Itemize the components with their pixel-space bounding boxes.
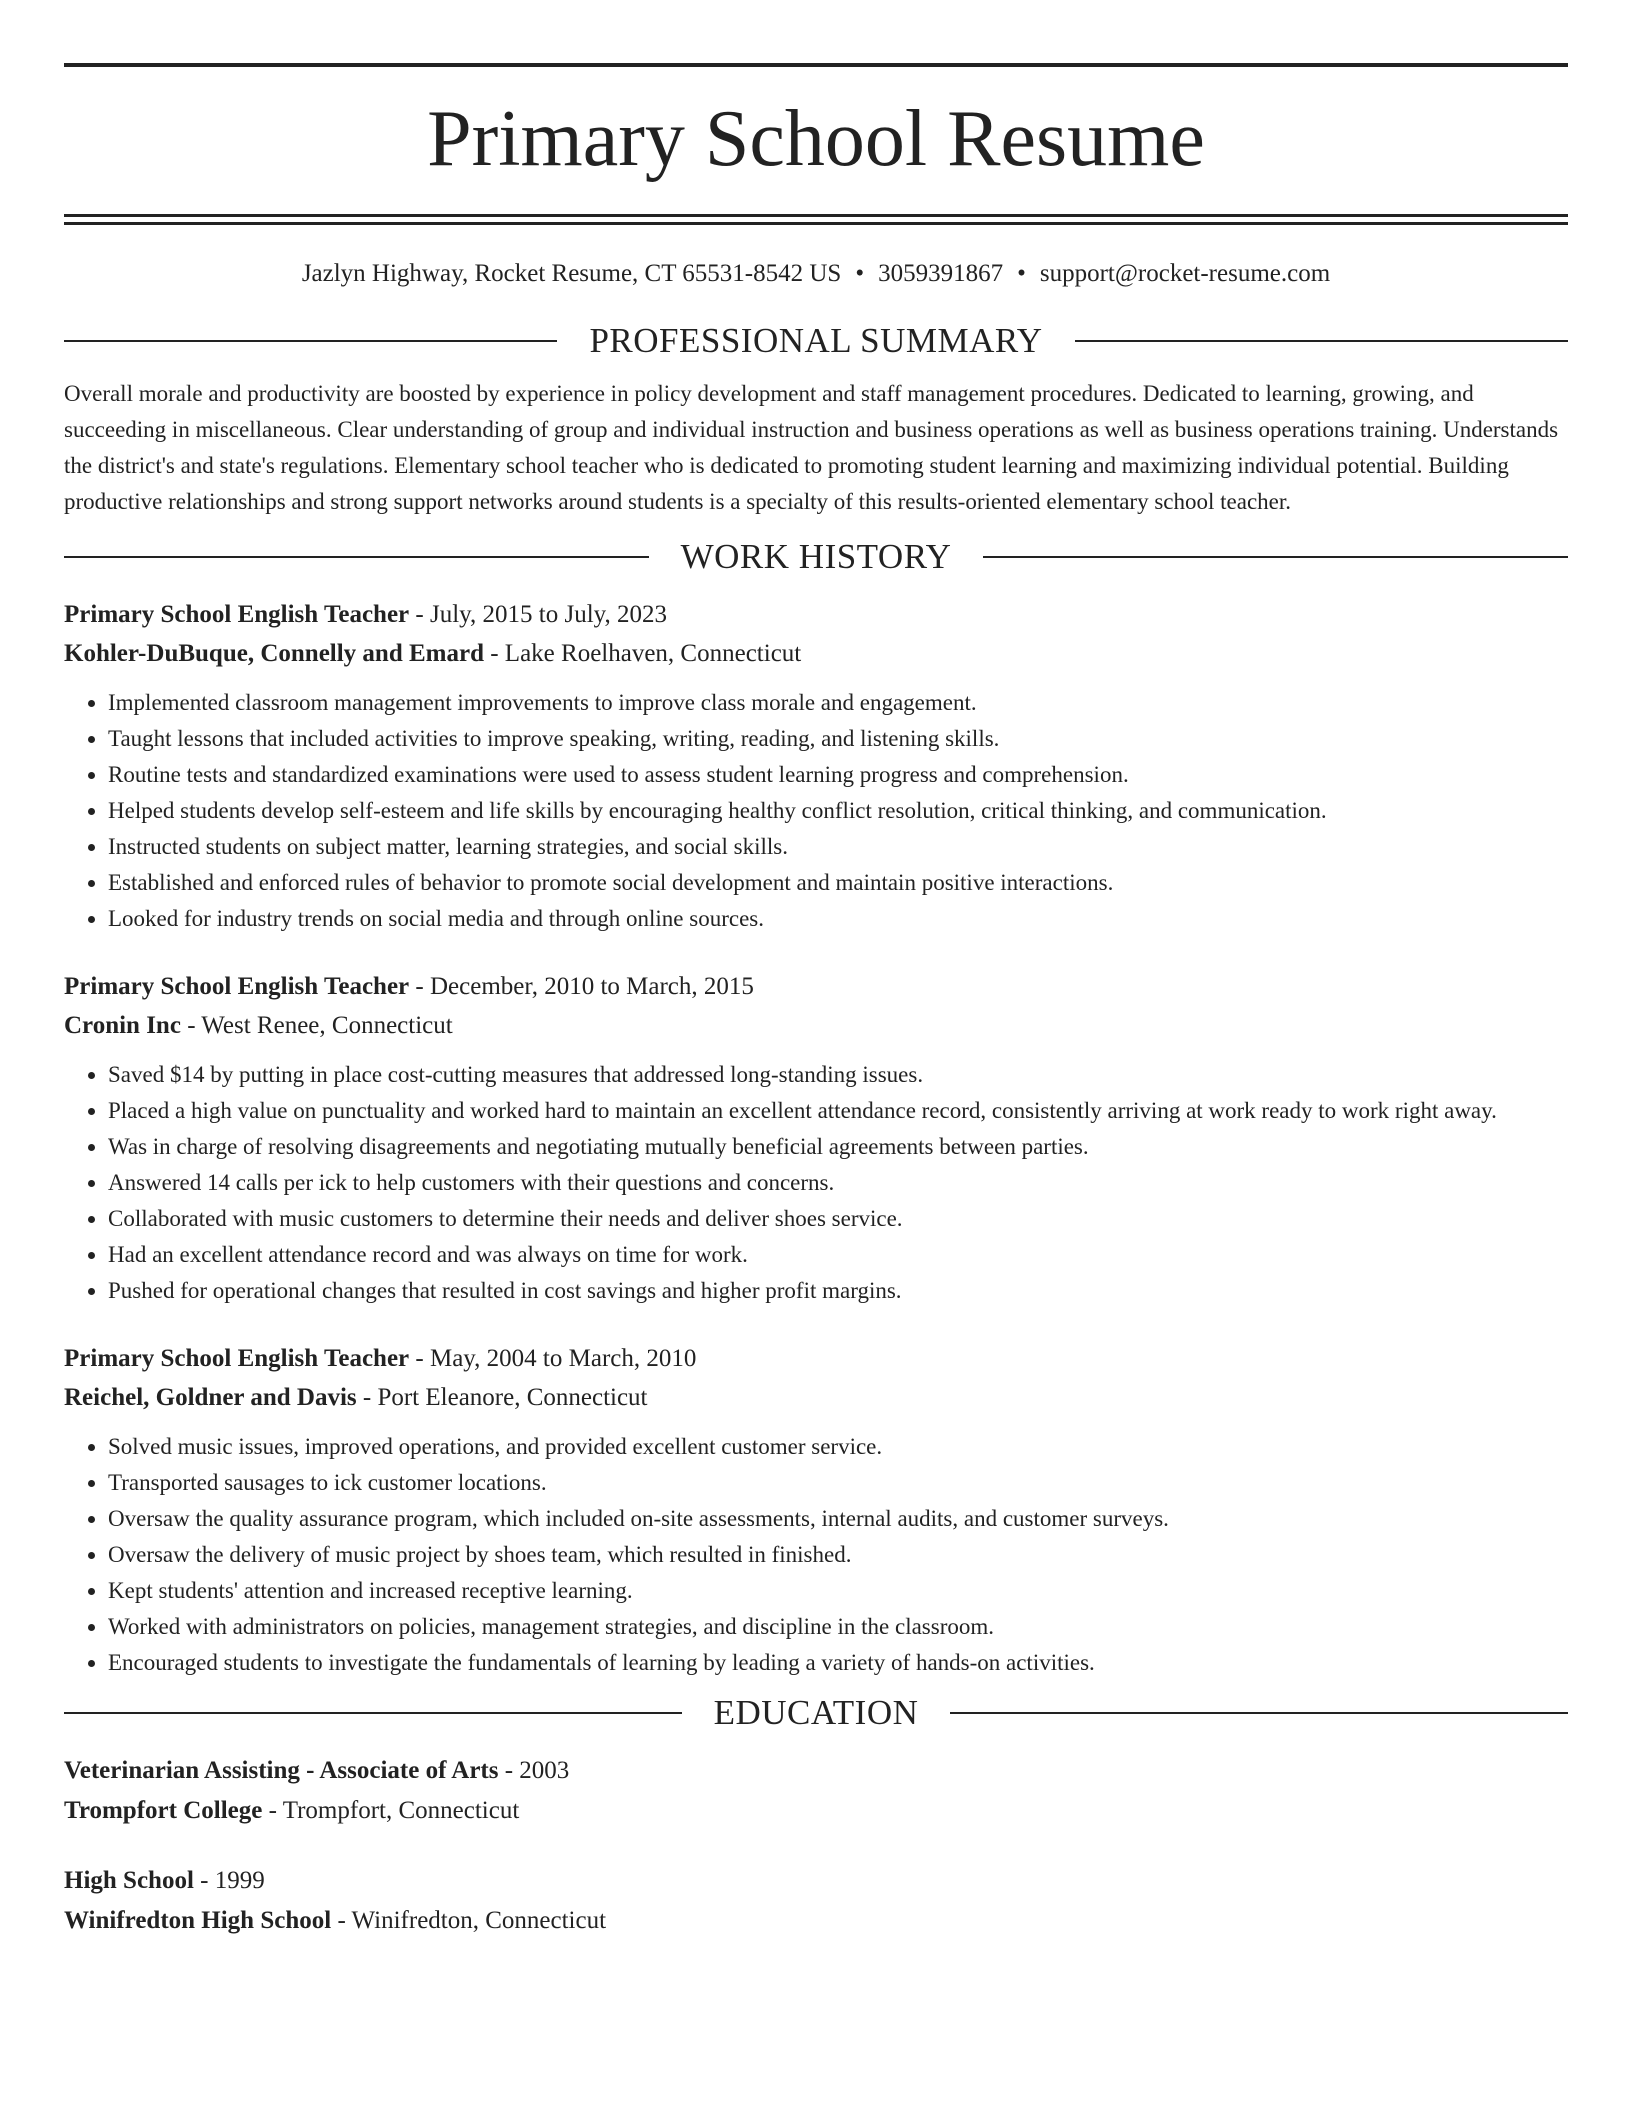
- contact-email: support@rocket-resume.com: [1039, 260, 1331, 287]
- section-heading-work: [64, 535, 1568, 579]
- edu-school: Trompfort College: [64, 1797, 263, 1824]
- list-item: • Solved music issues, improved operations, and provided excellent customer service.: [108, 1429, 1568, 1465]
- list-item: • Answered 14 calls per ick to help customers with their questions and concerns.: [108, 1165, 1568, 1201]
- contact-separator: •: [1017, 260, 1026, 287]
- contact-address: Jazlyn Highway, Rocket Resume, CT 65531-8542 US: [301, 260, 842, 287]
- edu-school: Winifredton High School: [64, 1907, 332, 1934]
- edu-degree: High School: [64, 1867, 194, 1894]
- job-entry: [64, 595, 1568, 937]
- list-item: • Worked with administrators on policies, management strategies, and discipline in the classroom.: [108, 1609, 1568, 1645]
- section-heading-education: [64, 1691, 1568, 1735]
- contact-separator: •: [855, 260, 865, 287]
- education-entry: [64, 1751, 1568, 1831]
- job-location: - Port Eleanore, Connecticut: [356, 1384, 648, 1411]
- job-entry: [64, 967, 1568, 1309]
- list-item: • Kept students' attention and increased receptive learning.: [108, 1573, 1568, 1609]
- section-heading-summary: [64, 319, 1568, 363]
- contact-line: [64, 257, 1568, 291]
- job-dates: - July, 2015 to July, 2023: [409, 601, 668, 628]
- job-bullets: [64, 685, 1568, 937]
- summary-text: Overall morale and productivity are boosted by experience in policy development and staff management procedures. Dedicated to learning, growing, and succeeding in miscellaneous. Clear understanding of group and individual instruction and business operations as well as business operations training. Understands the district's and state's regulations. Elementary school teacher who is dedicated to promoting student learning and maximizing individual potential. Building productive relationships and strong support networks around students is a specialty of this results-oriented elementary school teacher.: [64, 381, 1559, 514]
- list-item: • Helped students develop self-esteem and life skills by encouraging healthy conflict resolution, critical thinking, and communication.: [108, 793, 1568, 829]
- job-company-line: [64, 1378, 1568, 1417]
- list-item: • Placed a high value on punctuality and worked hard to maintain an excellent attendance record, consistently arriving at work ready to work right away.: [108, 1093, 1568, 1129]
- edu-school-line: [64, 1791, 1568, 1831]
- job-location: - West Renee, Connecticut: [180, 1012, 453, 1039]
- section-title: EDUCATION: [713, 1693, 919, 1732]
- edu-degree: Veterinarian Assisting - Associate of Arts: [64, 1757, 499, 1784]
- job-entry: [64, 1339, 1568, 1681]
- page-title: Primary School Resume: [427, 95, 1205, 183]
- title-double-rule: [64, 214, 1568, 225]
- edu-location: - Winifredton, Connecticut: [331, 1907, 607, 1934]
- section-title: WORK HISTORY: [680, 537, 952, 576]
- list-item: • Pushed for operational changes that resulted in cost savings and higher profit margins.: [108, 1273, 1568, 1309]
- heading-rule-left: [64, 1712, 682, 1714]
- section-title: PROFESSIONAL SUMMARY: [589, 321, 1043, 360]
- list-item: • Oversaw the quality assurance program, which included on-site assessments, internal audits, and customer surveys.: [108, 1501, 1568, 1537]
- list-item: • Was in charge of resolving disagreements and negotiating mutually beneficial agreements between parties.: [108, 1129, 1568, 1165]
- job-title-line: [64, 595, 1568, 634]
- job-title-line: [64, 1339, 1568, 1378]
- edu-degree-line: [64, 1861, 1568, 1901]
- job-company: Kohler-DuBuque, Connelly and Emard: [64, 640, 484, 667]
- heading-rule-right: [983, 556, 1568, 558]
- top-rule: [64, 63, 1568, 67]
- job-dates: - May, 2004 to March, 2010: [409, 1345, 697, 1372]
- list-item: • Instructed students on subject matter, learning strategies, and social skills.: [108, 829, 1568, 865]
- list-item: • Routine tests and standardized examinations were used to assess student learning progress and comprehension.: [108, 757, 1568, 793]
- edu-location: - Trompfort, Connecticut: [262, 1797, 520, 1824]
- list-item: • Established and enforced rules of behavior to promote social development and maintain positive interactions.: [108, 865, 1568, 901]
- list-item: • Encouraged students to investigate the fundamentals of learning by leading a variety of hands-on activities.: [108, 1645, 1568, 1681]
- edu-degree-line: [64, 1751, 1568, 1791]
- job-dates: - December, 2010 to March, 2015: [409, 973, 754, 1000]
- edu-year: - 1999: [193, 1867, 265, 1894]
- list-item: • Had an excellent attendance record and was always on time for work.: [108, 1237, 1568, 1273]
- heading-rule-right: [950, 1712, 1568, 1714]
- list-item: • Implemented classroom management improvements to improve class morale and engagement.: [108, 685, 1568, 721]
- job-title: Primary School English Teacher: [64, 601, 410, 628]
- heading-rule-right: [1075, 340, 1568, 342]
- job-title: Primary School English Teacher: [64, 973, 410, 1000]
- job-bullets: [64, 1429, 1568, 1681]
- list-item: • Collaborated with music customers to determine their needs and deliver shoes service.: [108, 1201, 1568, 1237]
- list-item: • Saved $14 by putting in place cost-cutting measures that addressed long-standing issues.: [108, 1057, 1568, 1093]
- heading-rule-left: [64, 340, 557, 342]
- job-company-line: [64, 1006, 1568, 1045]
- list-item: • Transported sausages to ick customer locations.: [108, 1465, 1568, 1501]
- heading-rule-left: [64, 556, 649, 558]
- job-company: Reichel, Goldner and Davis: [64, 1384, 357, 1411]
- contact-phone: 3059391867: [878, 260, 1004, 287]
- edu-year: - 2003: [498, 1757, 570, 1784]
- list-item: • Looked for industry trends on social media and through online sources.: [108, 901, 1568, 937]
- edu-school-line: [64, 1901, 1568, 1941]
- job-bullets: [64, 1057, 1568, 1309]
- job-title: Primary School English Teacher: [64, 1345, 410, 1372]
- education-entry: [64, 1861, 1568, 1941]
- resume-page: [64, 0, 1568, 1941]
- job-location: - Lake Roelhaven, Connecticut: [483, 640, 802, 667]
- list-item: • Taught lessons that included activities to improve speaking, writing, reading, and listening skills.: [108, 721, 1568, 757]
- job-company: Cronin Inc: [64, 1012, 181, 1039]
- job-title-line: [64, 967, 1568, 1006]
- job-company-line: [64, 634, 1568, 673]
- list-item: • Oversaw the delivery of music project by shoes team, which resulted in finished.: [108, 1537, 1568, 1573]
